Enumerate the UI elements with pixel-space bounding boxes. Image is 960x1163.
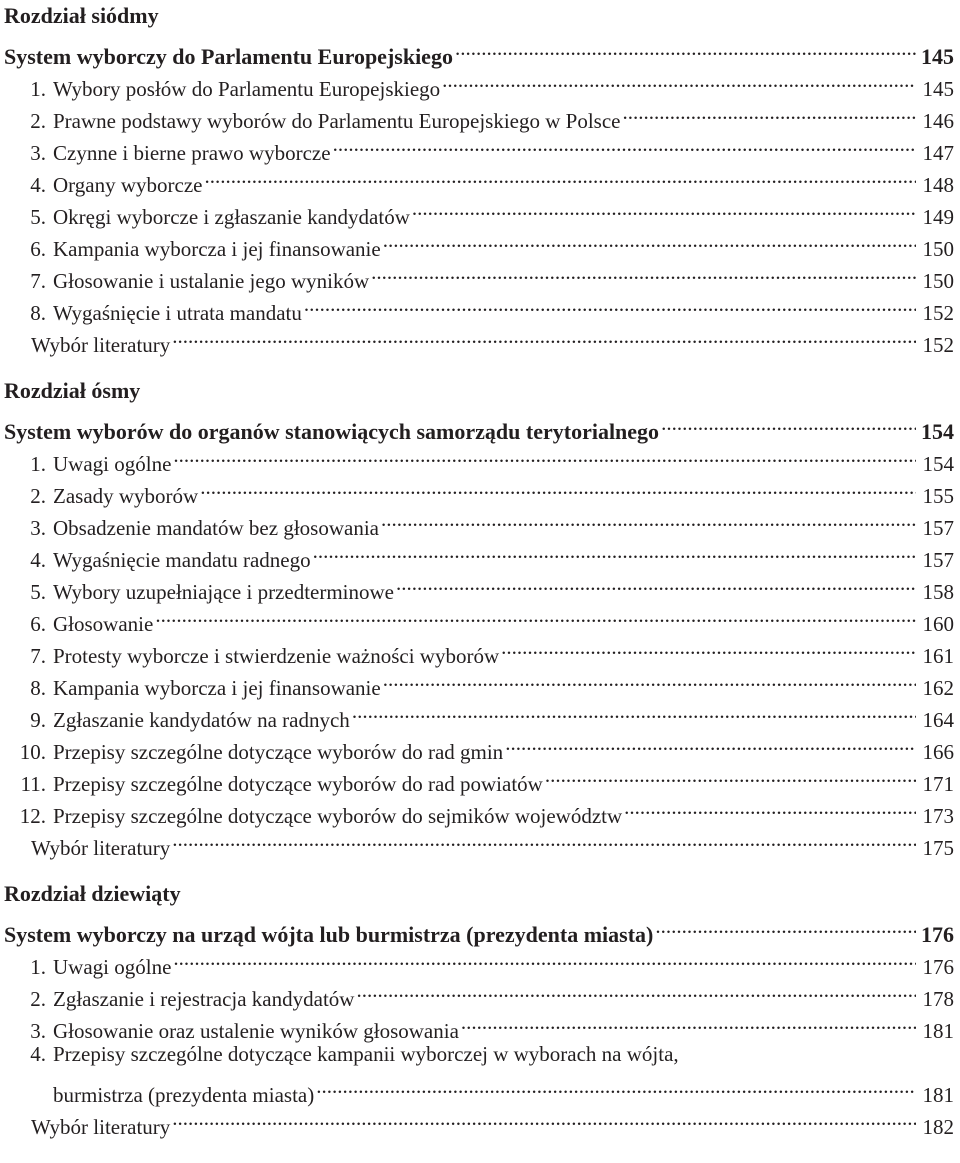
- dot-leader: [661, 407, 916, 439]
- chapter-section: [4, 375, 954, 860]
- entry-number: 3.: [30, 516, 46, 540]
- chapter-title-entry[interactable]: [4, 407, 954, 444]
- dot-leader: [381, 503, 916, 535]
- entry-number: 5.: [30, 205, 46, 229]
- dot-leader: [304, 288, 916, 320]
- entry-title: Uwagi ogólne: [53, 955, 172, 979]
- page-number: 145: [921, 44, 954, 69]
- entry-title: Wygaśnięcie mandatu radnego: [53, 548, 311, 572]
- dot-leader: [624, 791, 916, 823]
- entry-number: 4.: [30, 1042, 46, 1066]
- dot-leader: [200, 471, 916, 503]
- entry-number: 3.: [30, 1019, 46, 1043]
- entry-title: Przepisy szczególne dotyczące wyborów do rad powiatów: [53, 772, 543, 796]
- entry-title: Prawne podstawy wyborów do Parlamentu Europejskiego w Polsce: [53, 109, 621, 133]
- chapter-title: System wyborczy do Parlamentu Europejskiego: [4, 44, 453, 69]
- page-number: 162: [922, 676, 954, 700]
- entry-number: 8.: [30, 676, 46, 700]
- dot-leader: [505, 727, 916, 759]
- literature-title: Wybór literatury: [31, 333, 171, 357]
- page-number: 149: [922, 205, 954, 229]
- page-number: 148: [922, 173, 954, 197]
- page-number: 154: [922, 452, 954, 476]
- entry-title: Zasady wyborów: [53, 484, 199, 508]
- entry-title: Czynne i bierne prawo wyborcze: [53, 141, 331, 165]
- entry-title-continuation: burmistrza (prezydenta miasta): [53, 1083, 315, 1107]
- entry-title: Obsadzenie mandatów bez głosowania: [53, 516, 379, 540]
- entry-title: Przepisy szczególne dotyczące kampanii wyborczej w wyborach na wójta,: [53, 1042, 679, 1066]
- entry-number: 2.: [30, 484, 46, 508]
- dot-leader: [352, 695, 916, 727]
- dot-leader: [204, 160, 916, 192]
- entry-title: Przepisy szczególne dotyczące wyborów do rad gmin: [53, 740, 504, 764]
- chapter-title: System wyborów do organów stanowiących samorządu terytorialnego: [4, 419, 660, 444]
- entry-title: Przepisy szczególne dotyczące wyborów do sejmików województw: [53, 804, 623, 828]
- entry-number: 3.: [30, 141, 46, 165]
- entry-title: Zgłaszanie i rejestracja kandydatów: [53, 987, 355, 1011]
- entry-number: 6.: [30, 237, 46, 261]
- entry-number: 12.: [19, 804, 46, 828]
- dot-leader: [622, 96, 916, 128]
- page-number: 157: [922, 516, 954, 540]
- entry-title: Okręgi wyborcze i zgłaszanie kandydatów: [53, 205, 410, 229]
- chapter-section: [4, 878, 954, 1139]
- dot-leader: [333, 128, 916, 160]
- literature-title: Wybór literatury: [31, 1115, 171, 1139]
- page-number: 154: [921, 419, 954, 444]
- entry-title: Wybory uzupełniające i przedterminowe: [53, 580, 395, 604]
- dot-leader: [172, 1102, 916, 1134]
- chapter-title-entry[interactable]: [4, 910, 954, 947]
- chapter-label: Rozdział ósmy: [4, 378, 141, 403]
- dot-leader: [545, 759, 916, 791]
- entry-title: Uwagi ogólne: [53, 452, 172, 476]
- entry-number: 1.: [30, 77, 46, 101]
- entry-number: 2.: [30, 109, 46, 133]
- dot-leader: [313, 535, 916, 567]
- page-number: 147: [922, 141, 954, 165]
- toc-entry[interactable]: [4, 1038, 954, 1070]
- chapter-section: [4, 0, 954, 357]
- page-number: 164: [922, 708, 954, 732]
- dot-leader: [461, 1006, 916, 1038]
- dot-leader: [172, 823, 916, 855]
- page-number: 152: [922, 333, 954, 357]
- page-number: 166: [922, 740, 954, 764]
- dot-leader: [396, 567, 916, 599]
- entry-title: Głosowanie: [53, 612, 154, 636]
- chapter-label: Rozdział siódmy: [4, 3, 159, 28]
- page-number: 158: [922, 580, 954, 604]
- entry-title: Wybory posłów do Parlamentu Europejskiego: [53, 77, 441, 101]
- dot-leader: [173, 942, 916, 974]
- dot-leader: [383, 663, 916, 695]
- entry-title: Protesty wyborcze i stwierdzenie ważności wyborów: [53, 644, 500, 668]
- chapter-label: Rozdział dziewiąty: [4, 881, 181, 906]
- dot-leader: [155, 599, 916, 631]
- page-number: 182: [922, 1115, 954, 1139]
- page-number: 161: [922, 644, 954, 668]
- entry-title: Organy wyborcze: [53, 173, 203, 197]
- page-number: 152: [922, 301, 954, 325]
- page-number: 171: [922, 772, 954, 796]
- entry-number: 11.: [20, 772, 46, 796]
- page-number: 181: [922, 1083, 954, 1107]
- page-number: 175: [922, 836, 954, 860]
- page-number: 181: [922, 1019, 954, 1043]
- page-number: 173: [922, 804, 954, 828]
- entry-title: Wygaśnięcie i utrata mandatu: [53, 301, 302, 325]
- dot-leader: [383, 224, 916, 256]
- toc-entry-continuation[interactable]: [4, 1070, 954, 1107]
- dot-leader: [412, 192, 916, 224]
- page-number: 150: [922, 269, 954, 293]
- entry-number: 4.: [30, 548, 46, 572]
- dot-leader: [371, 256, 916, 288]
- chapter-title-entry[interactable]: [4, 32, 954, 69]
- entry-title: Głosowanie oraz ustalenie wyników głosowania: [53, 1019, 459, 1043]
- entry-title: Kampania wyborcza i jej finansowanie: [53, 237, 381, 261]
- entry-title: Zgłaszanie kandydatów na radnych: [53, 708, 350, 732]
- dot-leader: [356, 974, 916, 1006]
- entry-number: 4.: [30, 173, 46, 197]
- page-number: 178: [922, 987, 954, 1011]
- page-number: 150: [922, 237, 954, 261]
- dot-leader: [172, 320, 916, 352]
- page-number: 160: [922, 612, 954, 636]
- page-number: 157: [922, 548, 954, 572]
- page-number: 145: [922, 77, 954, 101]
- dot-leader: [655, 910, 916, 942]
- entry-number: 7.: [30, 644, 46, 668]
- entry-number: 9.: [30, 708, 46, 732]
- entry-number: 10.: [19, 740, 46, 764]
- dot-leader: [455, 32, 916, 64]
- page-number: 146: [922, 109, 954, 133]
- chapter-title: System wyborczy na urząd wójta lub burmistrza (prezydenta miasta): [4, 922, 654, 947]
- entry-number: 6.: [30, 612, 46, 636]
- page-number: 155: [922, 484, 954, 508]
- entry-number: 1.: [30, 452, 46, 476]
- dot-leader: [442, 64, 916, 96]
- entry-number: 2.: [30, 987, 46, 1011]
- entry-title: Kampania wyborcza i jej finansowanie: [53, 676, 381, 700]
- entry-title: Głosowanie i ustalanie jego wyników: [53, 269, 370, 293]
- dot-leader: [173, 439, 916, 471]
- dot-leader: [316, 1070, 916, 1102]
- dot-leader: [501, 631, 916, 663]
- entry-number: 8.: [30, 301, 46, 325]
- entry-number: 1.: [30, 955, 46, 979]
- page-number: 176: [921, 922, 954, 947]
- literature-title: Wybór literatury: [31, 836, 171, 860]
- entry-number: 5.: [30, 580, 46, 604]
- page-number: 176: [922, 955, 954, 979]
- entry-number: 7.: [30, 269, 46, 293]
